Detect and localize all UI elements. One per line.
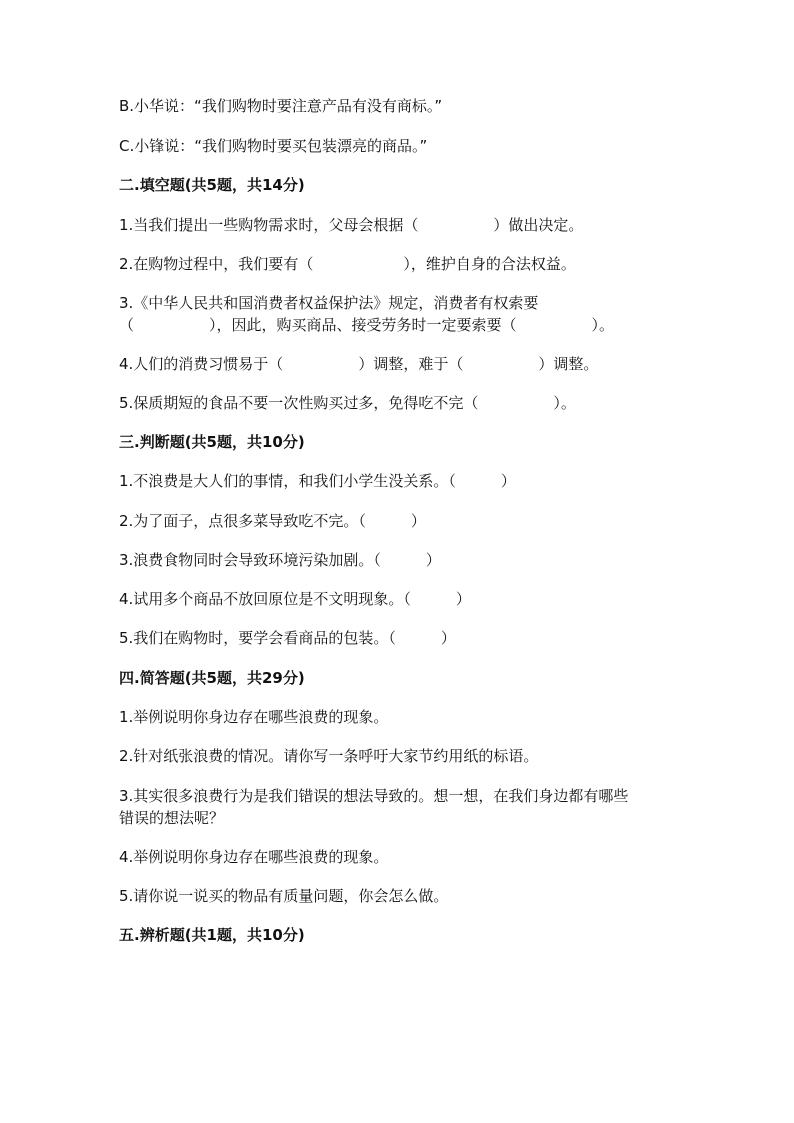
judge-question-1: 1.不浪费是大人们的事情，和我们小学生没关系。（ ）: [119, 472, 516, 490]
short-answer-section-heading: 四.简答题(共5题，共29分): [119, 669, 305, 687]
fill-question-2: 2.在购物过程中，我们要有（ ），维护自身的合法权益。: [119, 255, 576, 273]
short-answer-question-2: 2.针对纸张浪费的情况。请你写一条呼吁大家节约用纸的标语。: [119, 747, 539, 765]
fill-section-heading: 二.填空题(共5题，共14分): [119, 176, 305, 194]
short-answer-question-4: 4.举例说明你身边存在哪些浪费的现象。: [119, 848, 389, 866]
option-b: B.小华说：“我们购物时要注意产品有没有商标。”: [119, 97, 443, 115]
fill-question-3-line-2: （ ），因此，购买商品、接受劳务时一定要索要（ ）。: [119, 316, 615, 334]
fill-question-3-line-1: 3.《中华人民共和国消费者权益保护法》规定，消费者有权索要: [119, 294, 539, 312]
analysis-section-heading: 五.辨析题(共1题，共10分): [119, 926, 305, 944]
fill-question-1: 1.当我们提出一些购物需求时，父母会根据（ ）做出决定。: [119, 216, 584, 234]
short-answer-question-5: 5.请你说一说买的物品有质量问题，你会怎么做。: [119, 887, 449, 905]
judge-section-heading: 三.判断题(共5题，共10分): [119, 433, 305, 451]
fill-question-5: 5.保质期短的食品不要一次性购买过多，免得吃不完（ ）。: [119, 394, 576, 412]
option-c: C.小锋说：“我们购物时要买包装漂亮的商品。”: [119, 137, 428, 155]
judge-question-3: 3.浪费食物同时会导致环境污染加剧。（ ）: [119, 551, 441, 569]
judge-question-4: 4.试用多个商品不放回原位是不文明现象。（ ）: [119, 590, 471, 608]
short-answer-question-1: 1.举例说明你身边存在哪些浪费的现象。: [119, 708, 389, 726]
short-answer-question-3-line-1: 3.其实很多浪费行为是我们错误的想法导致的。想一想，在我们身边都有哪些: [119, 787, 629, 805]
fill-question-4: 4.人们的消费习惯易于（ ）调整，难于（ ）调整。: [119, 355, 599, 373]
short-answer-question-3-line-2: 错误的想法呢？: [119, 809, 225, 827]
judge-question-5: 5.我们在购物时，要学会看商品的包装。（ ）: [119, 629, 456, 647]
judge-question-2: 2.为了面子，点很多菜导致吃不完。（ ）: [119, 512, 426, 530]
